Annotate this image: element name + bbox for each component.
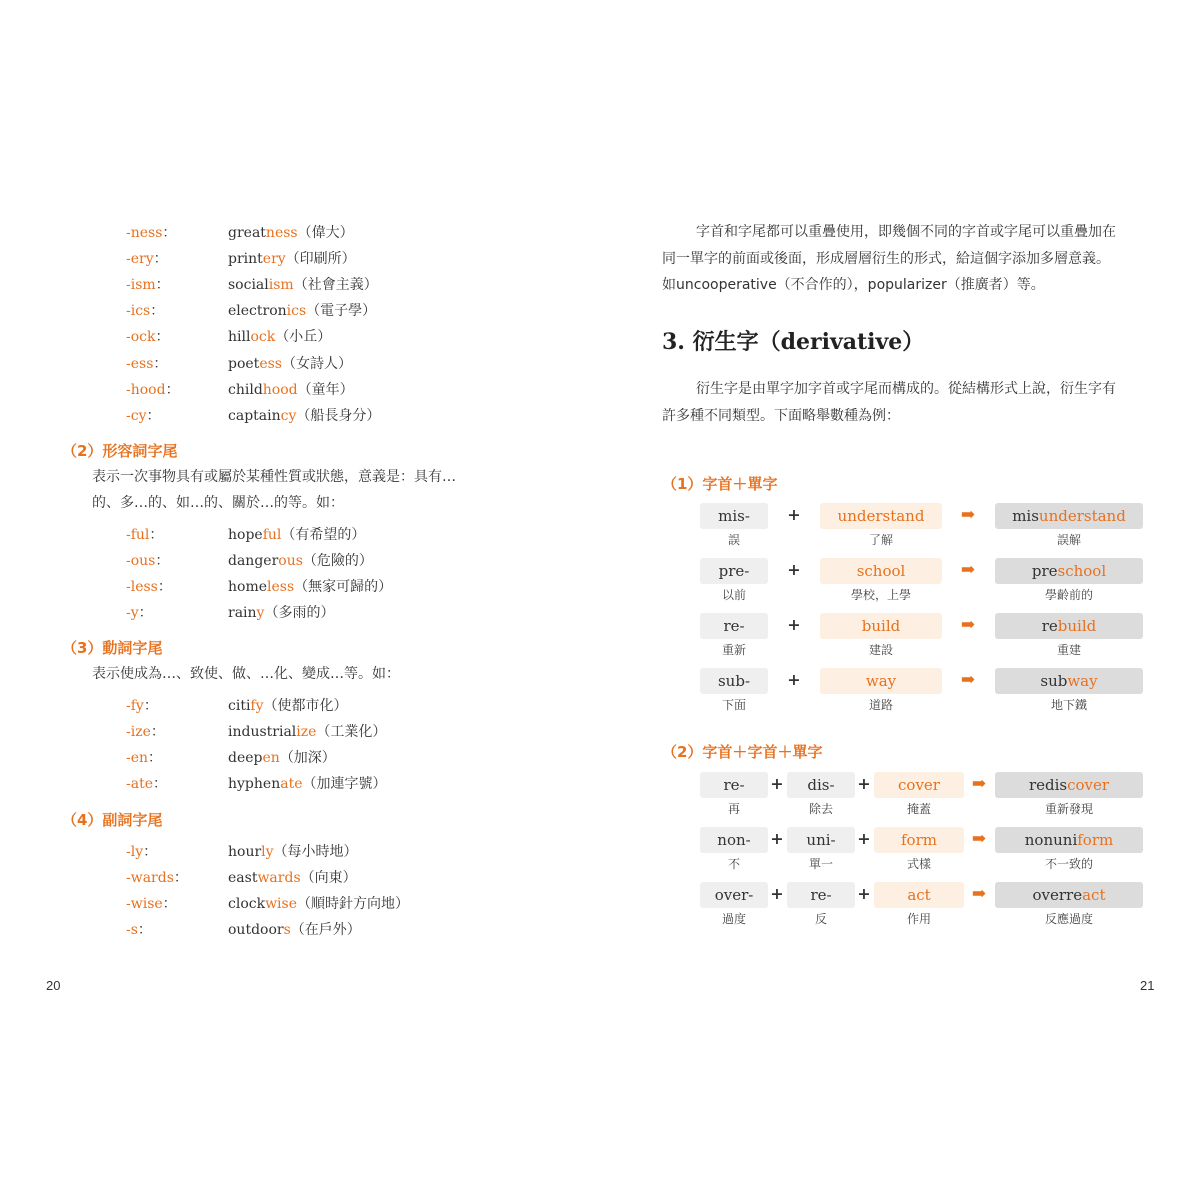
prefix-box: re- xyxy=(700,772,768,798)
word-box: build xyxy=(820,613,942,639)
suffix-label xyxy=(126,525,163,545)
result-box xyxy=(995,503,1143,529)
example-gloss: （小丘） xyxy=(275,329,332,346)
suffix-text: -wards xyxy=(126,870,174,887)
suffix-label xyxy=(126,223,176,243)
example-word xyxy=(228,868,357,888)
arrow-right-icon: ➡ xyxy=(960,505,976,525)
example-word xyxy=(228,327,331,347)
example-stem: home xyxy=(228,579,268,596)
second-prefix-box: dis- xyxy=(787,772,855,798)
result-prefix: mis xyxy=(1012,507,1039,525)
example-ending: ics xyxy=(286,303,307,320)
example-gloss: （無家可歸的） xyxy=(294,579,393,596)
example-stem: child xyxy=(228,381,263,398)
example-ending: hood xyxy=(262,381,298,398)
example-stem: hyphen xyxy=(228,776,281,793)
example-gloss: （女詩人） xyxy=(281,355,352,372)
example-ending: ate xyxy=(280,776,303,793)
example-gloss: （順時針方向地） xyxy=(297,896,410,913)
word-box: cover xyxy=(874,772,964,798)
example-gloss: （在戶外） xyxy=(290,922,361,939)
suffix-label xyxy=(126,354,167,374)
suffix-text: -ock xyxy=(126,329,156,346)
example-stem: hill xyxy=(228,329,251,346)
result-word: build xyxy=(1057,617,1097,635)
example-stem: hope xyxy=(228,527,263,543)
result-word: school xyxy=(1057,562,1107,580)
suffix-colon: ： xyxy=(155,329,170,346)
example-ending: ful xyxy=(262,527,282,543)
example-word xyxy=(228,551,373,571)
example-stem: captain xyxy=(228,407,281,424)
plus-sign: + xyxy=(857,884,871,903)
result-word: understand xyxy=(1038,507,1126,525)
word-gloss: 建設 xyxy=(868,643,893,657)
prefix-box: mis- xyxy=(700,503,768,529)
word-box: act xyxy=(874,882,964,908)
suffix-colon: ： xyxy=(143,844,158,860)
example-word xyxy=(228,249,356,269)
result-gloss: 反應過度 xyxy=(1044,912,1093,926)
example-ending: ize xyxy=(296,724,317,741)
prefix-box: re- xyxy=(700,613,768,639)
suffix-colon: ： xyxy=(146,407,161,424)
result-prefix: pre xyxy=(1031,562,1058,580)
verb-desc: 表示使成為…、致使、做、…化、變成…等。如： xyxy=(92,666,400,682)
example-ending: wise xyxy=(265,896,298,913)
suffix-colon: ： xyxy=(155,277,170,294)
example-word xyxy=(228,223,354,243)
suffix-label xyxy=(126,722,165,742)
example-stem: industrial xyxy=(228,724,297,741)
result-word: cover xyxy=(1067,776,1110,794)
suffix-label xyxy=(126,748,162,768)
example-word xyxy=(228,380,354,400)
suffix-colon: ： xyxy=(155,553,170,570)
suffix-label xyxy=(126,327,169,347)
intro-line-3: 如uncooperative（不合作的），popularizer（推廣者）等。 xyxy=(662,277,1045,293)
suffix-label xyxy=(126,868,188,888)
sub2-heading: （2）字首＋字首＋單字 xyxy=(662,743,823,761)
deriv-line-2: 許多種不同類型。下面略舉數種為例： xyxy=(662,407,900,424)
result-gloss: 誤解 xyxy=(1056,533,1081,547)
result-prefix: overre xyxy=(1032,886,1083,904)
example-stem: poet xyxy=(228,355,260,372)
prefix-gloss: 過度 xyxy=(721,912,746,926)
example-ending: less xyxy=(267,579,295,596)
suffix-label xyxy=(126,842,157,862)
suffix-colon: ： xyxy=(157,579,172,596)
example-gloss: （向東） xyxy=(300,870,357,887)
adj-suffix-heading: （2）形容詞字尾 xyxy=(62,442,178,460)
adv-suffix-heading: （4）副詞字尾 xyxy=(62,811,163,829)
prefix-gloss: 下面 xyxy=(721,698,746,712)
suffix-label xyxy=(126,275,170,295)
example-word xyxy=(228,354,352,374)
suffix-label xyxy=(126,301,164,321)
prefix-gloss: 以前 xyxy=(721,588,746,602)
suffix-label xyxy=(126,380,180,400)
example-gloss: （危險的） xyxy=(302,553,373,570)
suffix-text: -fy xyxy=(126,698,144,714)
word-gloss: 道路 xyxy=(868,698,893,712)
adj-desc-line-1: 表示一次事物具有或屬於某種性質或狀態，意義是：具有… xyxy=(92,469,456,485)
example-ending: ock xyxy=(250,329,276,346)
second-prefix-gloss: 反 xyxy=(814,912,827,926)
example-gloss: （有希望的） xyxy=(281,527,366,543)
suffix-text: -ous xyxy=(126,553,156,570)
plus-sign: + xyxy=(770,829,784,848)
suffix-label xyxy=(126,603,153,623)
suffix-text: -wise xyxy=(126,896,163,913)
suffix-text: -ful xyxy=(126,527,150,543)
suffix-colon: ： xyxy=(150,724,165,741)
suffix-colon: ： xyxy=(153,251,168,268)
example-gloss: （每小時地） xyxy=(273,844,358,860)
example-ending: y xyxy=(256,605,265,622)
example-word xyxy=(228,525,365,545)
example-word xyxy=(228,577,392,597)
result-box xyxy=(995,882,1143,908)
plus-sign: + xyxy=(770,884,784,903)
example-word xyxy=(228,603,334,623)
example-stem: citi xyxy=(228,698,251,714)
example-gloss: （電子學） xyxy=(306,303,377,320)
intro-line-1: 字首和字尾都可以重疊使用，即幾個不同的字首或字尾可以重疊加在 xyxy=(696,224,1116,240)
prefix-gloss: 誤 xyxy=(727,533,740,547)
result-gloss: 重建 xyxy=(1056,643,1081,657)
example-ending: ery xyxy=(262,251,286,268)
suffix-text: -less xyxy=(126,579,158,596)
deriv-line-1: 衍生字是由單字加字首或字尾而構成的。從結構形式上說，衍生字有 xyxy=(696,381,1116,397)
example-stem: rain xyxy=(228,605,257,622)
arrow-right-icon: ➡ xyxy=(971,774,987,794)
suffix-colon: ： xyxy=(153,776,167,793)
plus-sign: + xyxy=(787,560,801,579)
example-stem: deep xyxy=(228,750,263,767)
result-word: way xyxy=(1067,672,1098,690)
example-stem: clock xyxy=(228,896,266,913)
intro-paragraph xyxy=(662,219,1142,299)
second-prefix-box: re- xyxy=(787,882,855,908)
example-stem: hour xyxy=(228,844,262,860)
word-box: way xyxy=(820,668,942,694)
example-word xyxy=(228,301,376,321)
example-ending: wards xyxy=(257,870,301,887)
word-gloss: 作用 xyxy=(906,912,931,926)
example-ending: s xyxy=(283,922,291,939)
plus-sign: + xyxy=(857,829,871,848)
suffix-label xyxy=(126,577,172,597)
suffix-text: -en xyxy=(126,750,149,767)
suffix-text: -ics xyxy=(126,303,151,320)
suffix-text: -ate xyxy=(126,776,153,793)
example-word xyxy=(228,406,380,426)
section-title: 3. 衍生字（derivative） xyxy=(662,329,925,355)
example-stem: social xyxy=(228,277,269,294)
word-box: form xyxy=(874,827,964,853)
suffix-text: -ess xyxy=(126,355,154,372)
word-gloss: 學校，上學 xyxy=(850,588,911,602)
result-box xyxy=(995,827,1143,853)
suffix-text: -y xyxy=(126,605,139,622)
second-prefix-gloss: 除去 xyxy=(808,802,833,816)
example-word xyxy=(228,842,358,862)
adj-desc-line-2: 的、多…的、如…的、關於…的等。如： xyxy=(92,495,344,511)
example-stem: electron xyxy=(228,303,287,320)
suffix-colon: ： xyxy=(162,225,177,241)
word-gloss: 掩蓋 xyxy=(906,802,931,816)
example-word xyxy=(228,275,378,295)
suffix-label xyxy=(126,774,167,794)
result-box xyxy=(995,772,1143,798)
result-gloss: 學齡前的 xyxy=(1044,588,1093,602)
example-word xyxy=(228,696,348,716)
example-gloss: （社會主義） xyxy=(293,277,378,294)
suffix-label xyxy=(126,249,168,269)
prefix-gloss: 不 xyxy=(727,857,740,871)
result-prefix: re xyxy=(1041,617,1058,635)
plus-sign: + xyxy=(787,670,801,689)
example-gloss: （多雨的） xyxy=(264,605,335,622)
example-ending: ism xyxy=(268,277,294,294)
suffix-colon: ： xyxy=(138,605,153,622)
suffix-text: -cy xyxy=(126,407,147,424)
example-ending: en xyxy=(262,750,280,767)
intro-line-2: 同一單字的前面或後面，形成層層衍生的形式，給這個字添加多層意義。 xyxy=(662,250,1110,267)
example-gloss: （偉大） xyxy=(297,225,354,241)
example-ending: ly xyxy=(261,844,274,860)
suffix-label xyxy=(126,894,177,914)
prefix-box: non- xyxy=(700,827,768,853)
result-word: act xyxy=(1082,886,1106,904)
arrow-right-icon: ➡ xyxy=(960,670,976,690)
derivative-paragraph xyxy=(662,376,1142,429)
suffix-colon: ： xyxy=(149,527,164,543)
result-word: form xyxy=(1077,831,1114,849)
example-stem: great xyxy=(228,225,266,241)
prefix-box: sub- xyxy=(700,668,768,694)
plus-sign: + xyxy=(787,615,801,634)
result-prefix: nonuni xyxy=(1024,831,1078,849)
example-gloss: （童年） xyxy=(297,381,354,398)
example-word xyxy=(228,722,386,742)
word-gloss: 式樣 xyxy=(906,857,931,871)
suffix-colon: ： xyxy=(143,698,158,714)
suffix-colon: ： xyxy=(173,870,188,887)
sub1-heading: （1）字首＋單字 xyxy=(662,475,778,493)
suffix-text: -ness xyxy=(126,225,163,241)
page-number-left: 20 xyxy=(46,978,61,993)
page-number-right: 21 xyxy=(1140,978,1155,993)
suffix-text: -ery xyxy=(126,251,154,268)
example-ending: cy xyxy=(280,407,297,424)
second-prefix-gloss: 單一 xyxy=(808,857,833,871)
suffix-colon: ： xyxy=(148,750,163,767)
example-gloss: （工業化） xyxy=(316,724,387,741)
word-box: understand xyxy=(820,503,942,529)
example-ending: ess xyxy=(259,355,282,372)
suffix-label xyxy=(126,920,152,940)
suffix-colon: ： xyxy=(162,896,177,913)
prefix-gloss: 再 xyxy=(727,802,740,816)
second-prefix-box: uni- xyxy=(787,827,855,853)
example-gloss: （加深） xyxy=(279,750,336,767)
suffix-text: -ly xyxy=(126,844,144,860)
example-gloss: （印刷所） xyxy=(285,251,356,268)
plus-sign: + xyxy=(857,774,871,793)
prefix-box: over- xyxy=(700,882,768,908)
suffix-colon: ： xyxy=(153,355,168,372)
example-word xyxy=(228,774,386,794)
arrow-right-icon: ➡ xyxy=(960,560,976,580)
result-gloss: 地下鐵 xyxy=(1050,698,1087,712)
example-stem: print xyxy=(228,251,263,268)
suffix-colon: ： xyxy=(165,381,180,398)
example-word xyxy=(228,894,409,914)
suffix-text: -ism xyxy=(126,277,156,294)
word-box: school xyxy=(820,558,942,584)
verb-suffix-heading: （3）動詞字尾 xyxy=(62,639,163,657)
suffix-text: -s xyxy=(126,922,138,939)
plus-sign: + xyxy=(770,774,784,793)
result-gloss: 重新發現 xyxy=(1044,802,1093,816)
suffix-label xyxy=(126,551,169,571)
example-gloss: （船長身分） xyxy=(296,407,381,424)
word-gloss: 了解 xyxy=(868,533,893,547)
plus-sign: + xyxy=(787,505,801,524)
example-stem: danger xyxy=(228,553,279,570)
result-box xyxy=(995,613,1143,639)
suffix-label xyxy=(126,696,158,716)
result-prefix: redis xyxy=(1028,776,1068,794)
arrow-right-icon: ➡ xyxy=(971,884,987,904)
suffix-label xyxy=(126,406,160,426)
example-ending: ness xyxy=(265,225,298,241)
result-prefix: sub xyxy=(1040,672,1068,690)
example-word xyxy=(228,748,336,768)
result-box xyxy=(995,668,1143,694)
suffix-colon: ： xyxy=(137,922,152,939)
example-stem: east xyxy=(228,870,258,887)
example-stem: outdoor xyxy=(228,922,284,939)
example-gloss: （加連字號） xyxy=(302,776,387,793)
example-word xyxy=(228,920,361,940)
suffix-text: -hood xyxy=(126,381,166,398)
prefix-gloss: 重新 xyxy=(721,643,746,657)
arrow-right-icon: ➡ xyxy=(960,615,976,635)
example-ending: fy xyxy=(250,698,264,714)
suffix-colon: ： xyxy=(150,303,165,320)
suffix-text: -ize xyxy=(126,724,151,741)
result-gloss: 不一致的 xyxy=(1044,857,1093,871)
prefix-box: pre- xyxy=(700,558,768,584)
example-gloss: （使都市化） xyxy=(263,698,348,714)
result-box xyxy=(995,558,1143,584)
example-ending: ous xyxy=(278,553,303,570)
arrow-right-icon: ➡ xyxy=(971,829,987,849)
